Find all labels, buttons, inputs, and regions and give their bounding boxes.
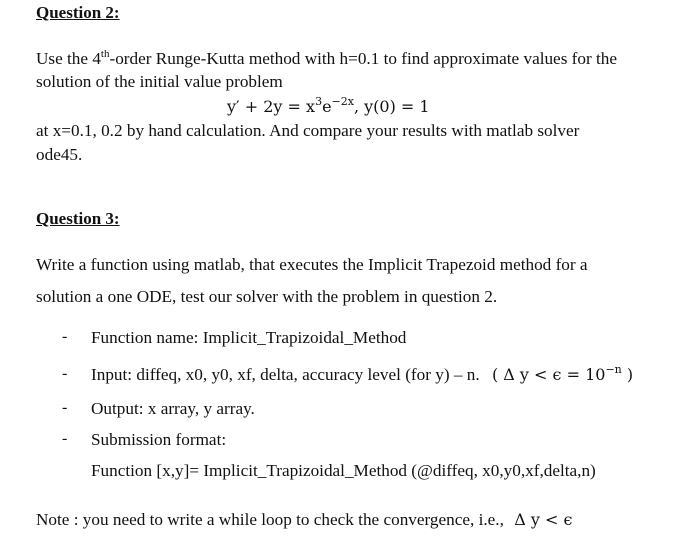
q2-equation <box>227 97 430 116</box>
bullet-input <box>91 365 633 385</box>
q3-line-2: solution a one ODE, test our solver with the problem in question 2. <box>36 287 498 306</box>
q2-line-1 <box>36 49 617 69</box>
bullet-marker: - <box>62 430 68 447</box>
note-text: Note : you need to write a while loop to check the convergence, i.e., <box>36 510 504 529</box>
bullet-marker: - <box>62 365 68 382</box>
bullet-marker: - <box>62 399 68 416</box>
bullet-input-text: Input: diffeq, x0, y0, xf, delta, accuracy level (for y) – n. <box>91 365 480 384</box>
bullet-function-name: Function name: Implicit_Trapizoidal_Method <box>91 328 407 347</box>
accuracy-math-main: ( Δ y < ϵ = 10 <box>491 365 606 384</box>
equation-part-b: e <box>322 97 332 116</box>
equation-part-c: , y(0) = 1 <box>353 97 430 116</box>
q2-line-2: solution of the initial value problem <box>36 72 283 91</box>
bullet-output: Output: x array, y array. <box>91 399 255 418</box>
accuracy-math-close: ) <box>621 365 634 384</box>
note-line <box>36 510 572 530</box>
accuracy-exponent: −n <box>605 363 622 376</box>
note-math: Δ y < ϵ <box>514 510 573 529</box>
bullet-marker: - <box>62 328 68 345</box>
question-3-heading: Question 3: <box>36 209 120 228</box>
q2-superscript-th: th <box>100 48 110 60</box>
equation-part-a: y′ + 2y = x <box>227 97 316 116</box>
q2-line-1-end: -order Runge-Kutta method with h=0.1 to find approximate values for the <box>109 49 618 68</box>
bullet-submission-format: Submission format: <box>91 430 227 449</box>
accuracy-math <box>492 365 633 384</box>
equation-exponent-2x: −2x <box>331 95 354 108</box>
q2-line-3: at x=0.1, 0.2 by hand calculation. And compare your results with matlab solver <box>36 121 580 140</box>
q2-line-1-start: Use the 4 <box>36 49 101 68</box>
equation-exponent-3: 3 <box>315 95 323 108</box>
question-2-heading: Question 2: <box>36 3 120 22</box>
q2-line-4: ode45. <box>36 145 83 164</box>
submission-signature: Function [x,y]= Implicit_Trapizoidal_Method (@diffeq, x0,y0,xf,delta,n) <box>91 461 596 480</box>
q3-line-1: Write a function using matlab, that executes the Implicit Trapezoid method for a <box>36 255 588 274</box>
